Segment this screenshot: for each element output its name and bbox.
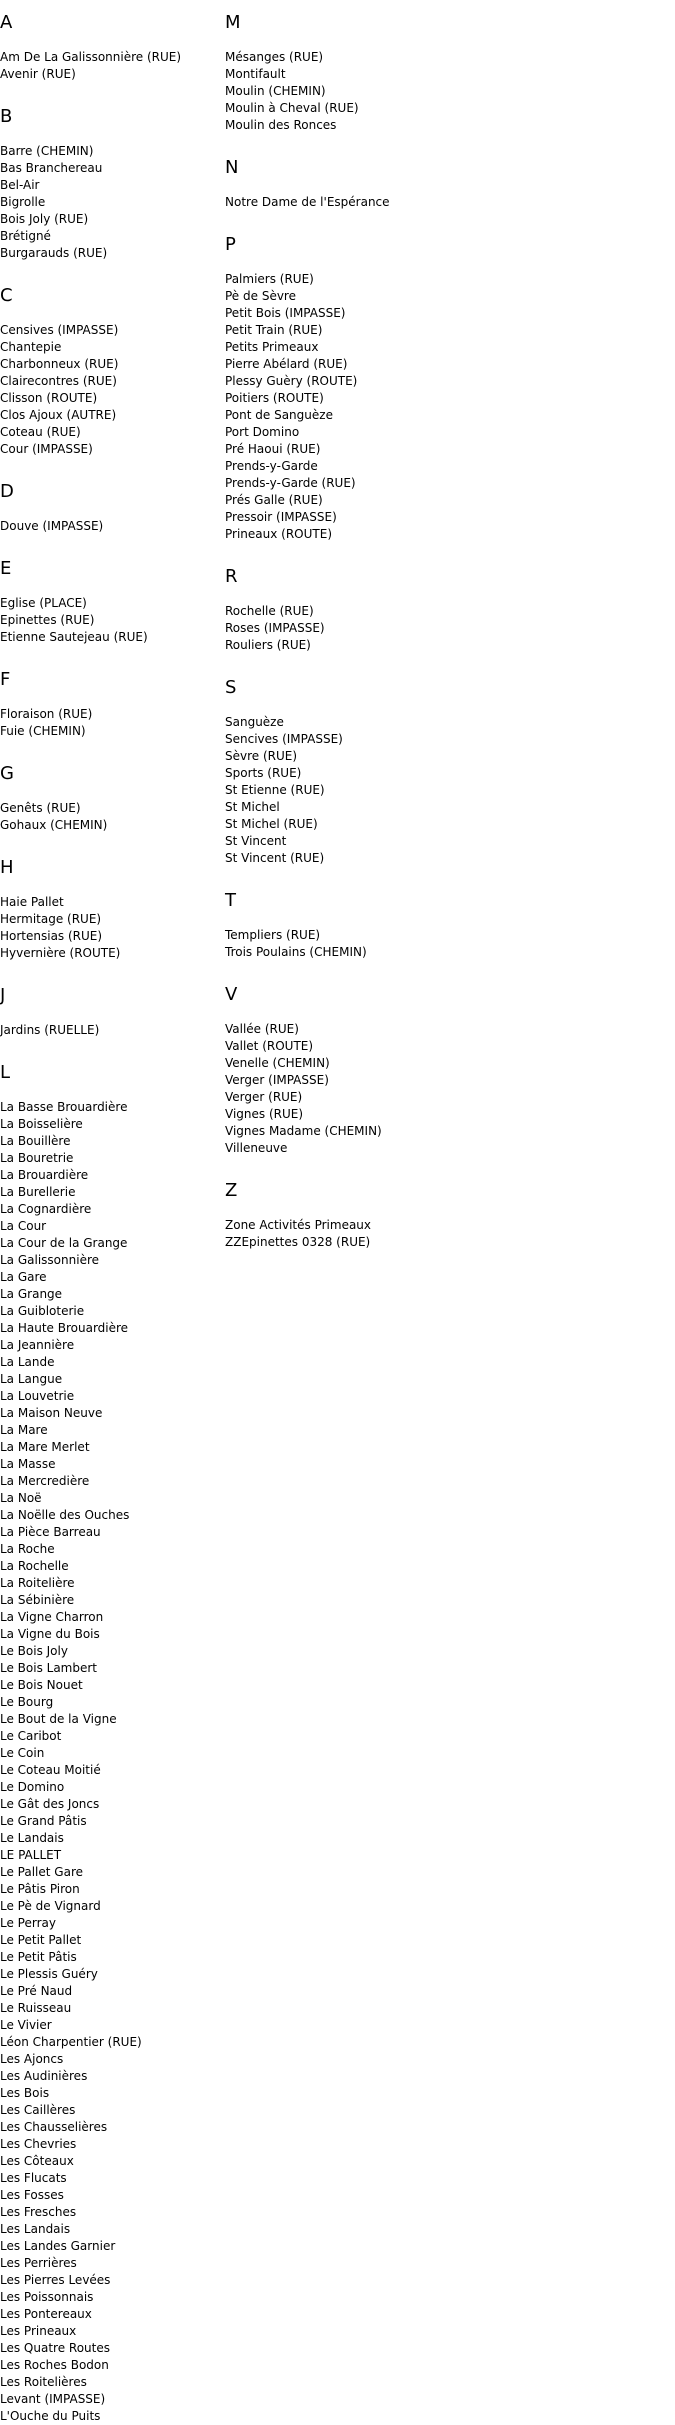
street-link[interactable]: Les Côteaux [0, 2154, 74, 2168]
street-link[interactable]: Moulin des Ronces [225, 118, 337, 132]
letter-section-d [0, 480, 225, 535]
street-link[interactable]: Prés Galle (RUE) [225, 493, 323, 507]
section-letter-heading: N [225, 157, 239, 178]
street-link[interactable]: Les Pontereaux [0, 2307, 92, 2321]
street-link[interactable]: Jardins (RUELLE) [0, 1023, 100, 1037]
street-link[interactable]: Clisson (ROUTE) [0, 391, 98, 405]
street-link[interactable]: Petits Primeaux [225, 340, 319, 354]
street-link[interactable]: Coteau (RUE) [0, 425, 81, 439]
street-list [225, 271, 665, 543]
letter-section-p [225, 233, 665, 543]
street-link[interactable]: Pè de Sèvre [225, 289, 296, 303]
street-link[interactable]: Le Bois Joly [0, 1644, 68, 1658]
street-link[interactable]: Bas Branchereau [0, 161, 103, 175]
section-letter-heading: Z [225, 1180, 238, 1201]
street-list [0, 518, 225, 535]
street-link[interactable]: Trois Poulains (CHEMIN) [225, 945, 367, 959]
street-link[interactable]: Les Caillères [0, 2103, 76, 2117]
street-link[interactable]: Verger (IMPASSE) [225, 1073, 329, 1087]
street-link[interactable]: Gohaux (CHEMIN) [0, 818, 108, 832]
street-link[interactable]: La Roitelière [0, 1576, 75, 1590]
street-list [0, 49, 225, 83]
street-link[interactable]: Rochelle (RUE) [225, 604, 314, 618]
street-link[interactable]: Les Roitelières [0, 2375, 87, 2389]
letter-section-a [0, 11, 225, 83]
street-link[interactable]: Poitiers (ROUTE) [225, 391, 324, 405]
street-link[interactable]: La Cour de la Grange [0, 1236, 128, 1250]
street-link[interactable]: Le Perray [0, 1916, 56, 1930]
street-link[interactable]: La Haute Brouardière [0, 1321, 129, 1335]
section-letter-heading: D [0, 481, 14, 502]
street-link[interactable]: La Vigne Charron [0, 1610, 104, 1624]
letter-section-l [0, 1061, 225, 2425]
street-index-left-column [0, 0, 225, 2425]
street-link[interactable]: Clairecontres (RUE) [0, 374, 117, 388]
street-link[interactable]: Prends-y-Garde [225, 459, 318, 473]
letter-section-e [0, 557, 225, 646]
section-letter-heading: C [0, 285, 13, 306]
street-link[interactable]: St Etienne (RUE) [225, 783, 325, 797]
street-list [0, 800, 225, 834]
street-link[interactable]: Le Coin [0, 1746, 45, 1760]
street-link[interactable]: Le Plessis Guéry [0, 1967, 98, 1981]
street-link[interactable]: Palmiers (RUE) [225, 272, 314, 286]
street-list [225, 194, 665, 211]
street-link[interactable]: Les Chausselières [0, 2120, 108, 2134]
street-link[interactable]: Pierre Abélard (RUE) [225, 357, 348, 371]
street-link[interactable]: Levant (IMPASSE) [0, 2392, 106, 2406]
street-link[interactable]: Hortensias (RUE) [0, 929, 103, 943]
street-link[interactable]: La Sébinière [0, 1593, 75, 1607]
letter-section-v [225, 983, 665, 1157]
street-link[interactable]: L'Ouche du Puits [0, 2409, 101, 2423]
street-link[interactable]: St Vincent (RUE) [225, 851, 325, 865]
street-link[interactable]: Floraison (RUE) [0, 707, 93, 721]
street-link[interactable]: La Gare [0, 1270, 47, 1284]
street-link[interactable]: Les Poissonnais [0, 2290, 94, 2304]
street-link[interactable]: Epinettes (RUE) [0, 613, 95, 627]
street-link[interactable]: Pressoir (IMPASSE) [225, 510, 337, 524]
letter-section-z [225, 1179, 665, 1251]
street-link[interactable]: Roses (IMPASSE) [225, 621, 325, 635]
street-link[interactable]: Les Bois [0, 2086, 50, 2100]
street-link[interactable]: Avenir (RUE) [0, 67, 76, 81]
street-link[interactable]: St Michel [225, 800, 280, 814]
street-link[interactable]: Vignes (RUE) [225, 1107, 304, 1121]
street-link[interactable]: La Galissonnière [0, 1253, 99, 1267]
street-link[interactable]: Bigrolle [0, 195, 46, 209]
street-list [225, 1217, 665, 1251]
street-link[interactable]: Prends-y-Garde (RUE) [225, 476, 356, 490]
street-link[interactable]: Villeneuve [225, 1141, 288, 1155]
street-link[interactable]: Les Prineaux [0, 2324, 77, 2338]
street-link[interactable]: Sèvre (RUE) [225, 749, 298, 763]
street-link[interactable]: Plessy Guèry (ROUTE) [225, 374, 358, 388]
street-link[interactable]: La Masse [0, 1457, 56, 1471]
street-link[interactable]: Vallet (ROUTE) [225, 1039, 314, 1053]
street-link[interactable]: Pont de Sanguèze [225, 408, 333, 422]
street-link[interactable]: Léon Charpentier (RUE) [0, 2035, 142, 2049]
street-link[interactable]: LE PALLET [0, 1848, 62, 1862]
street-list [225, 1021, 665, 1157]
letter-section-t [225, 889, 665, 961]
letter-section-r [225, 565, 665, 654]
street-link[interactable]: ZZEpinettes 0328 (RUE) [225, 1235, 371, 1249]
street-link[interactable]: Censives (IMPASSE) [0, 323, 119, 337]
street-link[interactable]: Pré Haoui (RUE) [225, 442, 321, 456]
street-link[interactable]: Barre (CHEMIN) [0, 144, 94, 158]
street-link[interactable]: La Pièce Barreau [0, 1525, 101, 1539]
street-list [225, 714, 665, 867]
section-letter-heading: R [225, 566, 238, 587]
street-link[interactable]: Le Vivier [0, 2018, 52, 2032]
street-link[interactable]: Sencives (IMPASSE) [225, 732, 343, 746]
street-link[interactable]: Le Ruisseau [0, 2001, 72, 2015]
street-link[interactable]: Le Bois Lambert [0, 1661, 98, 1675]
street-link[interactable]: Burgarauds (RUE) [0, 246, 108, 260]
street-list [0, 706, 225, 740]
street-list [0, 1099, 225, 2425]
street-link[interactable]: Les Flucats [0, 2171, 67, 2185]
street-link[interactable]: La Mercredière [0, 1474, 90, 1488]
street-link[interactable]: Le Pallet Gare [0, 1865, 83, 1879]
street-link[interactable]: Bois Joly (RUE) [0, 212, 89, 226]
street-link[interactable]: La Mare [0, 1423, 48, 1437]
street-link[interactable]: Etienne Sautejeau (RUE) [0, 630, 148, 644]
street-link[interactable]: La Cognardière [0, 1202, 92, 1216]
letter-section-m [225, 11, 665, 134]
street-link[interactable]: Le Landais [0, 1831, 64, 1845]
street-list [0, 143, 225, 262]
street-link[interactable]: Clos Ajoux (AUTRE) [0, 408, 117, 422]
street-link[interactable]: La Lande [0, 1355, 55, 1369]
letter-section-j [0, 984, 225, 1039]
street-list [225, 927, 665, 961]
street-link[interactable]: La Cour [0, 1219, 47, 1233]
section-letter-heading: M [225, 12, 241, 33]
street-link[interactable]: Venelle (CHEMIN) [225, 1056, 330, 1070]
street-link[interactable]: La Guibloterie [0, 1304, 85, 1318]
section-letter-heading: F [0, 669, 11, 690]
letter-section-c [0, 284, 225, 458]
street-link[interactable]: La Bouretrie [0, 1151, 74, 1165]
letter-section-h [0, 856, 225, 962]
street-link[interactable]: Genêts (RUE) [0, 801, 81, 815]
street-link[interactable]: Fuie (CHEMIN) [0, 724, 86, 738]
street-link[interactable]: Les Quatre Routes [0, 2341, 110, 2355]
street-link[interactable]: Les Chevries [0, 2137, 77, 2151]
letter-section-n [225, 156, 665, 211]
street-link[interactable]: La Rochelle [0, 1559, 69, 1573]
street-link[interactable]: Prineaux (ROUTE) [225, 527, 332, 541]
street-link[interactable]: Petit Train (RUE) [225, 323, 323, 337]
section-letter-heading: L [0, 1062, 11, 1083]
street-link[interactable]: La Jeannière [0, 1338, 75, 1352]
section-letter-heading: J [0, 985, 6, 1006]
street-link[interactable]: Le Bois Nouet [0, 1678, 83, 1692]
street-link[interactable]: Montifault [225, 67, 286, 81]
section-letter-heading: A [0, 12, 13, 33]
street-link[interactable]: La Basse Brouardière [0, 1100, 128, 1114]
street-link[interactable]: La Langue [0, 1372, 63, 1386]
street-link[interactable]: Les Roches Bodon [0, 2358, 109, 2372]
letter-section-b [0, 105, 225, 262]
street-link[interactable]: La Maison Neuve [0, 1406, 103, 1420]
street-link[interactable]: Le Petit Pâtis [0, 1950, 77, 1964]
street-link[interactable]: Les Perrières [0, 2256, 77, 2270]
street-link[interactable]: St Vincent [225, 834, 287, 848]
street-list [225, 603, 665, 654]
street-link[interactable]: Eglise (PLACE) [0, 596, 87, 610]
street-link[interactable]: Le Grand Pâtis [0, 1814, 87, 1828]
street-link[interactable]: Les Fresches [0, 2205, 77, 2219]
street-link[interactable]: Les Landais [0, 2222, 71, 2236]
street-list [0, 322, 225, 458]
street-link[interactable]: Chantepie [0, 340, 62, 354]
street-link[interactable]: La Boisselière [0, 1117, 83, 1131]
street-link[interactable]: Le Pâtis Piron [0, 1882, 80, 1896]
street-link[interactable]: Zone Activités Primeaux [225, 1218, 372, 1232]
street-link[interactable]: La Bouillère [0, 1134, 71, 1148]
street-link[interactable]: Le Bout de la Vigne [0, 1712, 117, 1726]
street-link[interactable]: Sports (RUE) [225, 766, 302, 780]
section-letter-heading: P [225, 234, 236, 255]
street-list [225, 49, 665, 134]
street-link[interactable]: Verger (RUE) [225, 1090, 303, 1104]
letter-section-s [225, 676, 665, 867]
street-link[interactable]: Bel-Air [0, 178, 40, 192]
street-link[interactable]: Le Bourg [0, 1695, 54, 1709]
street-link[interactable]: Vallée (RUE) [225, 1022, 299, 1036]
street-link[interactable]: La Brouardière [0, 1168, 89, 1182]
street-link[interactable]: Moulin à Cheval (RUE) [225, 101, 359, 115]
section-letter-heading: S [225, 677, 237, 698]
street-link[interactable]: Le Caribot [0, 1729, 62, 1743]
street-link[interactable]: La Roche [0, 1542, 55, 1556]
street-link[interactable]: Le Gât des Joncs [0, 1797, 100, 1811]
street-link[interactable]: Port Domino [225, 425, 300, 439]
street-link[interactable]: Le Petit Pallet [0, 1933, 82, 1947]
street-link[interactable]: Petit Bois (IMPASSE) [225, 306, 346, 320]
street-link[interactable]: Haie Pallet [0, 895, 64, 909]
street-link[interactable]: Charbonneux (RUE) [0, 357, 119, 371]
section-letter-heading: V [225, 984, 238, 1005]
street-link[interactable]: La Burellerie [0, 1185, 76, 1199]
letter-section-f [0, 668, 225, 740]
street-link[interactable]: Les Landes Garnier [0, 2239, 116, 2253]
section-letter-heading: T [225, 890, 236, 911]
street-link[interactable]: La Louvetrie [0, 1389, 75, 1403]
section-letter-heading: E [0, 558, 12, 579]
street-link[interactable]: Am De La Galissonnière (RUE) [0, 50, 182, 64]
street-link[interactable]: Le Pré Naud [0, 1984, 73, 1998]
street-link[interactable]: Mésanges (RUE) [225, 50, 324, 64]
letter-section-g [0, 762, 225, 834]
street-list [0, 894, 225, 962]
street-link[interactable]: La Noë [0, 1491, 42, 1505]
street-link[interactable]: La Mare Merlet [0, 1440, 90, 1454]
street-link[interactable]: Les Audinières [0, 2069, 88, 2083]
street-link[interactable]: Moulin (CHEMIN) [225, 84, 326, 98]
street-link[interactable]: Le Pè de Vignard [0, 1899, 101, 1913]
street-link[interactable]: Hyvernière (ROUTE) [0, 946, 121, 960]
street-link[interactable]: Le Coteau Moitié [0, 1763, 101, 1777]
street-link[interactable]: Les Pierres Levées [0, 2273, 111, 2287]
street-list [0, 1022, 225, 1039]
street-link[interactable]: Le Domino [0, 1780, 65, 1794]
street-link[interactable]: Vignes Madame (CHEMIN) [225, 1124, 382, 1138]
street-link[interactable]: La Vigne du Bois [0, 1627, 100, 1641]
section-letter-heading: G [0, 763, 14, 784]
street-link[interactable]: Notre Dame de l'Espérance [225, 195, 390, 209]
street-list [0, 595, 225, 646]
street-link[interactable]: Hermitage (RUE) [0, 912, 102, 926]
section-letter-heading: H [0, 857, 14, 878]
street-link[interactable]: Douve (IMPASSE) [0, 519, 104, 533]
street-link[interactable]: Les Ajoncs [0, 2052, 64, 2066]
street-link[interactable]: St Michel (RUE) [225, 817, 318, 831]
street-index-right-column [225, 0, 665, 1251]
street-link[interactable]: Cour (IMPASSE) [0, 442, 93, 456]
street-link[interactable]: Les Fosses [0, 2188, 64, 2202]
street-link[interactable]: Rouliers (RUE) [225, 638, 311, 652]
street-link[interactable]: La Noëlle des Ouches [0, 1508, 130, 1522]
street-link[interactable]: La Grange [0, 1287, 63, 1301]
street-link[interactable]: Templiers (RUE) [225, 928, 321, 942]
street-link[interactable]: Brétigné [0, 229, 51, 243]
street-link[interactable]: Sanguèze [225, 715, 284, 729]
section-letter-heading: B [0, 106, 13, 127]
